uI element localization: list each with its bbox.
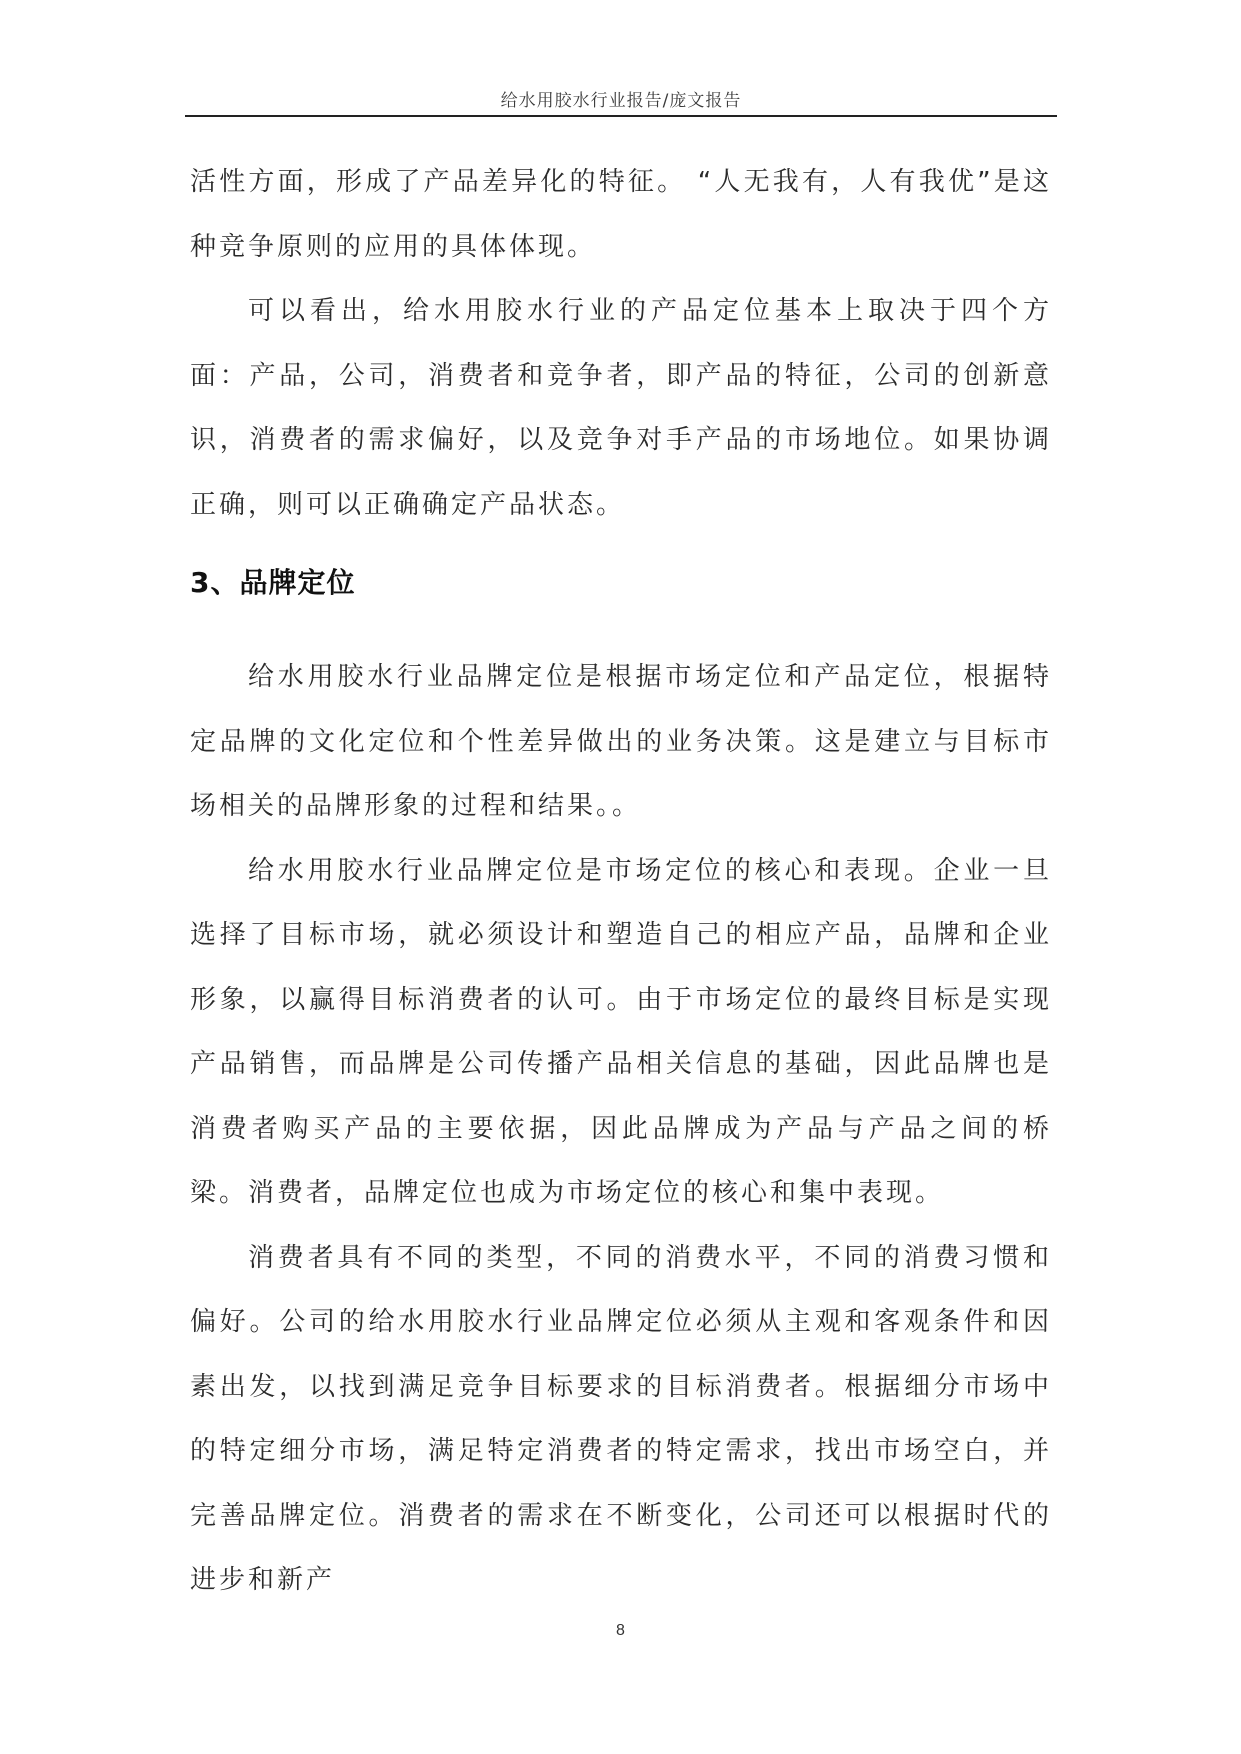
body-paragraph: 可以看出，给水用胶水行业的产品定位基本上取决于四个方面：产品，公司，消费者和竞争者，即产品的特征，公司的创新意识，消费者的需求偏好，以及竞争对手产品的市场地位。如果协调正确，则可以正确确定产品状态。 (190, 296, 1052, 520)
body-paragraph: 消费者具有不同的类型，不同的消费水平，不同的消费习惯和偏好。公司的给水用胶水行业品牌定位必须从主观和客观条件和因素出发，以找到满足竞争目标要求的目标消费者。根据细分市场中的特定细分市场，满足特定消费者的特定需求，找出市场空白，并完善品牌定位。消费者的需求在不断变化，公司还可以根据时代的进步和新产 (190, 1242, 1052, 1595)
page-number: 8 (616, 1622, 625, 1639)
header-divider (185, 115, 1057, 117)
body-paragraph: 给水用胶水行业品牌定位是市场定位的核心和表现。企业一旦选择了目标市场，就必须设计和塑造自己的相应产品，品牌和企业形象，以赢得目标消费者的认可。由于市场定位的最终目标是实现产品销售，而品牌是公司传播产品相关信息的基础，因此品牌也是消费者购买产品的主要依据，因此品牌成为产品与产品之间的桥梁。消费者，品牌定位也成为市场定位的核心和集中表现。 (190, 855, 1052, 1208)
body-paragraph: 活性方面，形成了产品差异化的特征。 “人无我有，人有我优”是这种竞争原则的应用的具体体现。 (190, 167, 1052, 262)
document-body (190, 150, 1052, 1613)
section-heading: 3、品牌定位 (190, 566, 356, 599)
body-paragraph: 给水用胶水行业品牌定位是根据市场定位和产品定位，根据特定品牌的文化定位和个性差异做出的业务决策。这是建立与目标市场相关的品牌形象的过程和结果。。 (190, 662, 1052, 821)
page-header-title: 给水用胶水行业报告/庞文报告 (500, 91, 742, 111)
